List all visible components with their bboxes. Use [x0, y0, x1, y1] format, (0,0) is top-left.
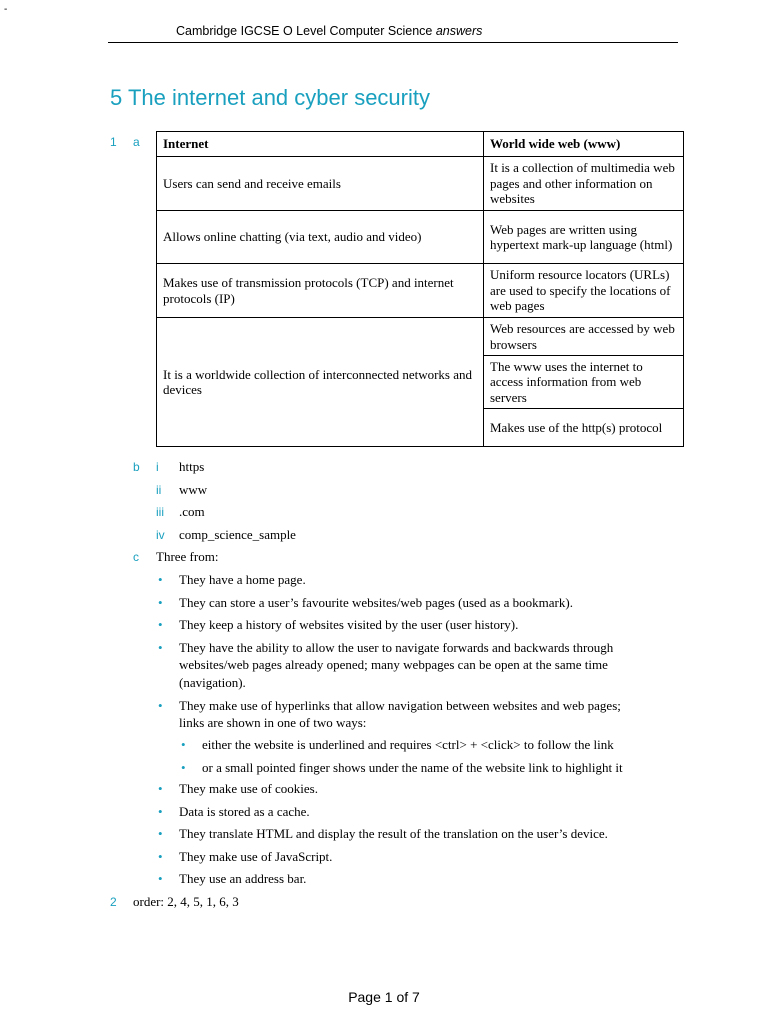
chapter-title: 5 The internet and cyber security — [110, 85, 430, 110]
bullet-icon: • — [158, 698, 163, 713]
table-row — [157, 264, 684, 318]
part-b-ii-answer: www — [179, 482, 208, 497]
list-item-line: websites/web pages already opened; many webpages can be open at the same time — [179, 657, 608, 672]
part-b-iii-label: iii — [156, 505, 164, 519]
bullet-icon: • — [158, 781, 163, 796]
internet-cell: Allows online chatting (via text, audio and video) — [157, 211, 484, 264]
corner-mark: - — [4, 4, 8, 15]
part-b-ii-label: ii — [156, 483, 162, 497]
header-title: Cambridge IGCSE O Level Computer Science — [176, 24, 433, 38]
internet-cell: Users can send and receive emails — [157, 157, 484, 211]
bullet-icon: • — [158, 572, 163, 587]
part-c-intro: Three from: — [156, 549, 219, 564]
bullet-icon: • — [158, 617, 163, 632]
bullet-icon: • — [158, 871, 163, 886]
bullet-icon: • — [158, 804, 163, 819]
list-item-line: (navigation). — [179, 675, 246, 690]
header-internet: Internet — [157, 132, 484, 157]
header-text — [176, 24, 482, 38]
list-item-line: links are shown in one of two ways: — [179, 715, 367, 730]
internet-vs-www-table — [156, 131, 684, 447]
list-item-line: They have the ability to allow the user to navigate forwards and backwards through — [179, 640, 614, 655]
list-item: Data is stored as a cache. — [179, 804, 310, 819]
table-row — [157, 211, 684, 264]
list-item: They have a home page. — [179, 572, 306, 587]
www-cell: Uniform resource locators (URLs) are used to specify the locations of web pages — [484, 264, 684, 318]
table-row — [157, 318, 684, 356]
question-1-number: 1 — [110, 135, 117, 149]
list-item-line: They make use of hyperlinks that allow navigation between websites and web pages; — [179, 698, 621, 713]
www-cell: Web resources are accessed by web browsers — [484, 318, 684, 356]
list-item: They make use of cookies. — [179, 781, 318, 796]
sub-list-item: or a small pointed finger shows under the name of the website link to highlight it — [202, 760, 623, 775]
table-row — [157, 157, 684, 211]
question-2-number: 2 — [110, 895, 117, 909]
header-www: World wide web (www) — [484, 132, 684, 157]
part-c-label: c — [133, 550, 139, 564]
www-cell: The www uses the internet to access information from web servers — [484, 356, 684, 409]
sub-list-item: either the website is underlined and requires <ctrl> + <click> to follow the link — [202, 737, 614, 752]
page-number: Page 1 of 7 — [348, 989, 420, 1005]
part-b-iv-answer: comp_science_sample — [179, 527, 296, 542]
bullet-icon: • — [158, 849, 163, 864]
table-header-row — [157, 132, 684, 157]
part-b-i-label: i — [156, 460, 159, 474]
www-cell: It is a collection of multimedia web pages and other information on websites — [484, 157, 684, 211]
part-b-iv-label: iv — [156, 528, 165, 542]
list-item: They can store a user’s favourite websites/web pages (used as a bookmark). — [179, 595, 573, 610]
sub-bullet-icon: • — [181, 737, 186, 752]
internet-cell: Makes use of transmission protocols (TCP) and internet protocols (IP) — [157, 264, 484, 318]
list-item: They keep a history of websites visited by the user (user history). — [179, 617, 519, 632]
list-item: They translate HTML and display the result of the translation on the user’s device. — [179, 826, 608, 841]
bullet-icon: • — [158, 826, 163, 841]
page-header — [108, 22, 678, 43]
list-item: They use an address bar. — [179, 871, 307, 886]
part-a-label: a — [133, 135, 140, 149]
list-item: They make use of JavaScript. — [179, 849, 333, 864]
bullet-icon: • — [158, 595, 163, 610]
part-b-iii-answer: .com — [179, 504, 205, 519]
www-cell: Web pages are written using hypertext mark-up language (html) — [484, 211, 684, 264]
internet-cell: It is a worldwide collection of interconnected networks and devices — [157, 318, 484, 447]
question-2-answer: order: 2, 4, 5, 1, 6, 3 — [133, 894, 239, 909]
part-b-i-answer: https — [179, 459, 205, 474]
part-b-label: b — [133, 460, 140, 474]
sub-bullet-icon: • — [181, 760, 186, 775]
header-answers: answers — [435, 24, 483, 38]
www-cell: Makes use of the http(s) protocol — [484, 409, 684, 447]
bullet-icon: • — [158, 640, 163, 655]
